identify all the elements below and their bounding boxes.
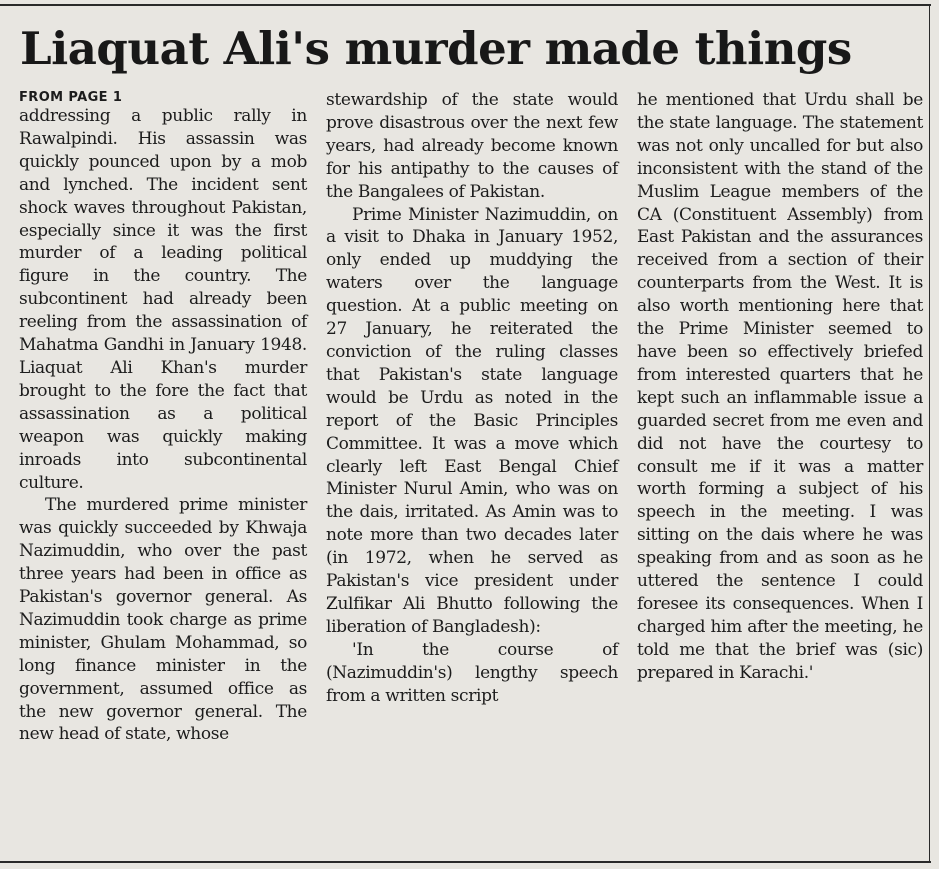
- top-rule: [0, 4, 931, 6]
- paragraph: 'In the course of (Nazimuddin's) lengthy speech from a written script: [326, 639, 618, 706]
- paragraph: stewardship of the state would prove disastrous over the next few years, had already become known for his antipathy to the causes of the Bangalees of Pakistan.: [326, 90, 618, 202]
- article-column-1: [19, 88, 307, 746]
- kicker-from-page: FROM PAGE 1: [19, 90, 123, 105]
- article-column-3: [637, 89, 923, 685]
- headline: Liaquat Ali's murder made things: [20, 22, 852, 75]
- paragraph: The murdered prime minister was quickly succeeded by Khwaja Nazimuddin, who over the past three years had been in office as Pakistan's governor general. As Nazimuddin took charge as prime minister, Ghulam Mohammad, so long finance minister in the government, assumed office as the new governor general. The new head of state, whose: [19, 495, 307, 745]
- paragraph: he mentioned that Urdu shall be the state language. The statement was not only uncalled for but also inconsistent with the stand of the Muslim League members of the CA (Constituent Assembly) from East Pakistan and the assurances received from a section of their counterparts from the West. It is also worth mentioning here that the Prime Minister seemed to have been so effectively briefed from interested quarters that he kept such an inflammable issue a guarded secret from me even and did not have the courtesy to consult me if it was a matter worth forming a subject of his speech in the meeting. I was sitting on the dais where he was speaking from and as soon as he uttered the sentence I could foresee its consequences. When I charged him after the meeting, he told me that the brief was (sic) prepared in Karachi.': [637, 90, 923, 683]
- right-rule: [929, 4, 930, 863]
- article-column-2: [326, 89, 618, 707]
- paragraph: Prime Minister Nazimuddin, on a visit to Dhaka in January 1952, only ended up muddying the waters over the language question. At a public meeting on 27 January, he reiterated the conviction of the ruling classes that Pakistan's state language would be Urdu as noted in the report of the Basic Principles Committee. It was a move which clearly left East Bengal Chief Minister Nurul Amin, who was on the dais, irritated. As Amin was to note more than two decades later (in 1972, when he served as Pakistan's vice president under Zulfikar Ali Bhutto following the liberation of Bangladesh):: [326, 204, 618, 637]
- bottom-rule: [0, 861, 931, 863]
- paragraph: addressing a public rally in Rawalpindi. His assassin was quickly pounced upon by a mob and lynched. The incident sent shock waves throughout Pakistan, especially since it was the first murder of a leading political figure in the country. The subcontinent had already been reeling from the assassination of Mahatma Gandhi in January 1948. Liaquat Ali Khan's murder brought to the fore the fact that assassination as a political weapon was quickly making inroads into subcontinental culture.: [19, 106, 307, 493]
